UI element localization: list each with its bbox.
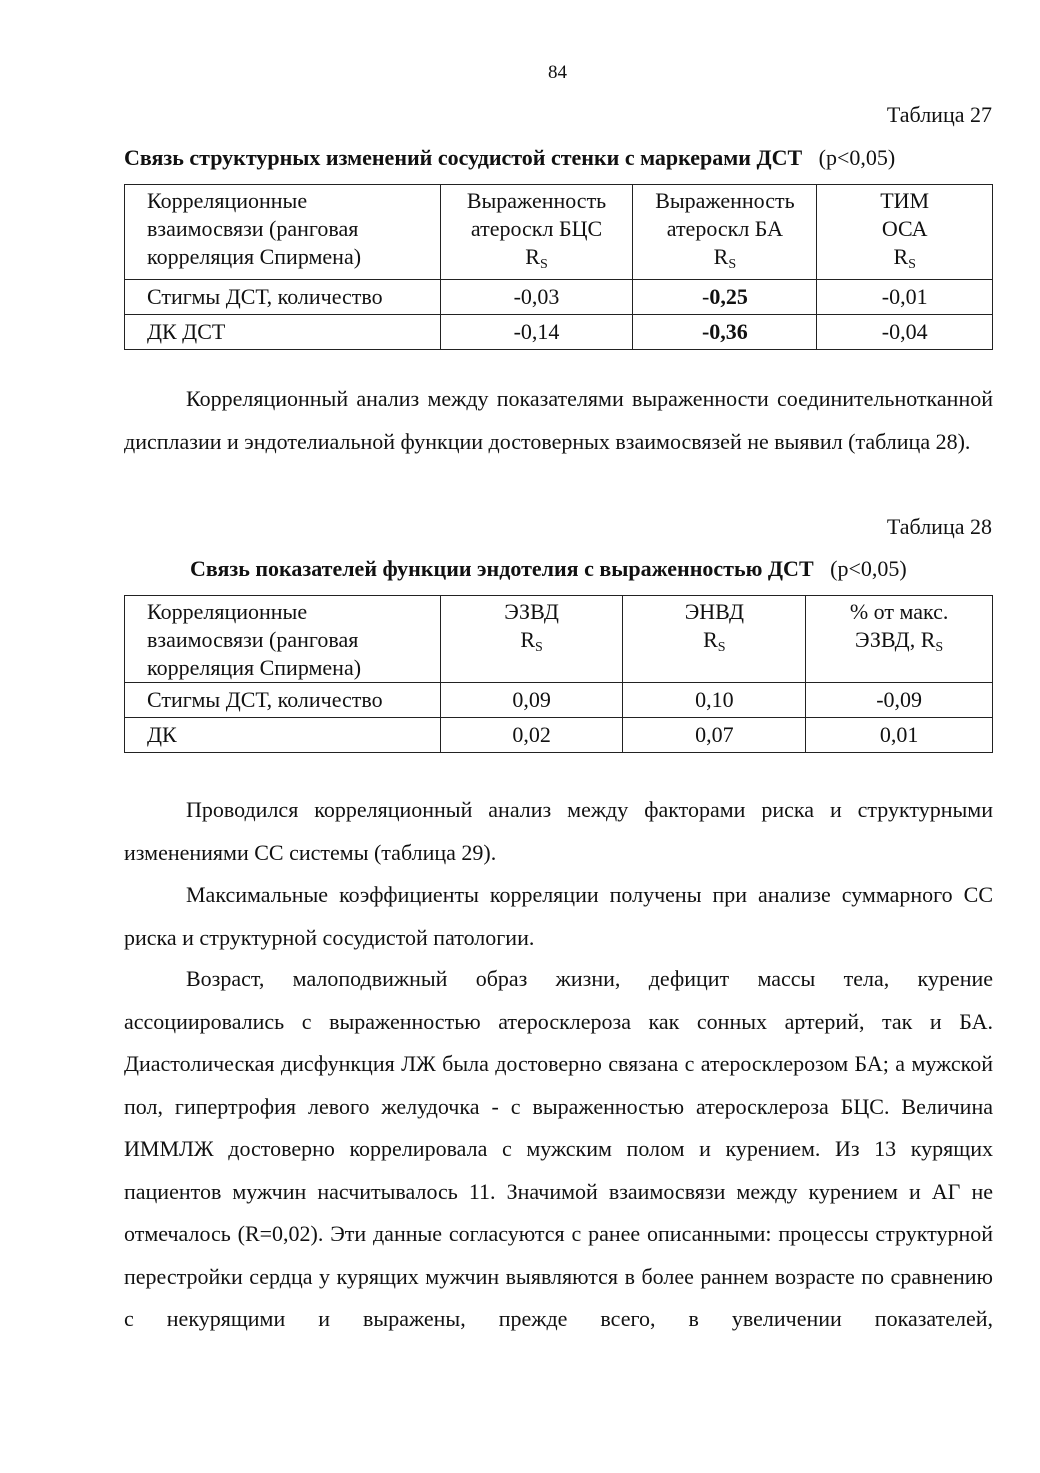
table-row bbox=[125, 315, 993, 350]
table-row bbox=[125, 718, 993, 753]
table27-h4-r: R bbox=[893, 244, 909, 269]
table27 bbox=[124, 184, 993, 350]
table28-row1-label: Стигмы ДСТ, количество bbox=[125, 683, 441, 718]
table27-h2-line1: Выраженность bbox=[466, 188, 607, 213]
table-row bbox=[125, 280, 993, 315]
table27-h1-line2: взаимосвязи (ранговая bbox=[147, 216, 359, 241]
table28-h4-line2 bbox=[814, 626, 984, 662]
table28-title-text: Связь показателей функции эндотелия с выраженностью ДСТ bbox=[190, 556, 814, 581]
table28-h4-line1: % от макс. bbox=[849, 599, 949, 624]
table28-h2-line1: ЭЗВД bbox=[504, 599, 559, 624]
table28-h3-sub: S bbox=[717, 640, 726, 655]
table28-h3-r: R bbox=[703, 627, 718, 652]
table28-row2-v3: 0,01 bbox=[806, 718, 993, 753]
table27-row2-v3: -0,04 bbox=[817, 315, 993, 350]
table27-h2-sub: S bbox=[539, 257, 548, 272]
table28-header-col2 bbox=[440, 596, 623, 683]
table27-row1-label: Стигмы ДСТ, количество bbox=[125, 280, 441, 315]
table27-h3-sub: S bbox=[728, 257, 737, 272]
table27-row1-v2-prefix: - bbox=[701, 284, 710, 309]
table27-h3-r: R bbox=[713, 244, 729, 269]
table27-h3-line1: Выраженность bbox=[655, 188, 795, 213]
table28-header-col4 bbox=[806, 596, 993, 683]
table28-h4-r: ЭЗВД, R bbox=[855, 627, 936, 652]
table27-h1-line1: Корреляционные bbox=[147, 188, 308, 213]
table28-row1-v3: -0,09 bbox=[806, 683, 993, 718]
table27-row2-v2-bold: -0,36 bbox=[701, 319, 748, 344]
table27-h2-line3 bbox=[449, 243, 625, 279]
table28-row1-v1: 0,09 bbox=[440, 683, 623, 718]
table27-h2-line2: атероскл БЦС bbox=[470, 216, 603, 241]
table27-h2-r: R bbox=[525, 244, 540, 269]
table27-header-row bbox=[125, 185, 993, 280]
table27-row1-v2 bbox=[633, 280, 817, 315]
paragraph-2: Проводился корреляционный анализ между факторами риска и структурными изменениями СС системы (таблица 29). bbox=[124, 797, 993, 865]
table27-row1-v3: -0,01 bbox=[817, 280, 993, 315]
table27-header-col4 bbox=[817, 185, 993, 280]
table-row bbox=[125, 683, 993, 718]
table27-caption: Таблица 27 bbox=[886, 102, 992, 127]
table28-h2-line2 bbox=[449, 626, 615, 662]
table28-h1-line2: взаимосвязи (ранговая bbox=[147, 627, 359, 652]
table28-row2-v1: 0,02 bbox=[440, 718, 623, 753]
table27-h3-line2: атероскл БА bbox=[666, 216, 784, 241]
table27-h1-line3: корреляция Спирмена) bbox=[147, 244, 362, 269]
table28-row2-label: ДК bbox=[125, 718, 441, 753]
table27-h4-line1: ТИМ bbox=[880, 188, 930, 213]
table27-h4-line3 bbox=[825, 243, 984, 279]
table27-h4-sub: S bbox=[908, 257, 916, 272]
page-number: 84 bbox=[548, 62, 567, 83]
table28-h4-sub: S bbox=[935, 640, 944, 655]
table27-h4-line2: ОСА bbox=[881, 216, 928, 241]
table28-p-note: (p<0,05) bbox=[830, 556, 907, 581]
table28 bbox=[124, 595, 993, 753]
table27-title bbox=[124, 145, 895, 171]
table28-h2-sub: S bbox=[535, 640, 543, 655]
table27-p-note: (p<0,05) bbox=[818, 145, 896, 170]
table28-h3-line2 bbox=[631, 626, 797, 662]
table28-row1-v2: 0,10 bbox=[623, 683, 806, 718]
table27-header-col3 bbox=[633, 185, 817, 280]
table27-row2-v2 bbox=[633, 315, 817, 350]
table28-h1-line3: корреляция Спирмена) bbox=[147, 655, 362, 680]
table27-header-col2 bbox=[440, 185, 633, 280]
table28-header-col3 bbox=[623, 596, 806, 683]
table28-header-col1 bbox=[125, 596, 441, 683]
table27-title-text: Связь структурных изменений сосудистой стенки с маркерами ДСТ bbox=[124, 145, 803, 170]
table27-header-col1 bbox=[125, 185, 441, 280]
table27-row1-v2-bold: 0,25 bbox=[709, 284, 748, 309]
table28-row2-v2: 0,07 bbox=[623, 718, 806, 753]
table27-row2-label: ДК ДСТ bbox=[125, 315, 441, 350]
table28-h2-r: R bbox=[520, 627, 536, 652]
table28-title bbox=[190, 556, 907, 582]
table28-h3-line1: ЭНВД bbox=[684, 599, 744, 624]
table27-h3-line3 bbox=[641, 243, 808, 279]
table28-header-row bbox=[125, 596, 993, 683]
table27-row1-v1: -0,03 bbox=[440, 280, 633, 315]
table28-h1-line1: Корреляционные bbox=[147, 599, 308, 624]
paragraph-1: Корреляционный анализ между показателями выраженности соединительнотканной дисплазии и эндотелиальной функции достоверных взаимосвязей не выявил (таблица 28). bbox=[124, 386, 993, 454]
paragraph-4: Возраст, малоподвижный образ жизни, дефицит массы тела, курение ассоциировались с выраженностью атеросклероза как сонных артерий, так и БА. Диастолическая дисфункция ЛЖ была достоверно связана с атеросклерозом БА; а мужской пол, гипертрофия левого желудочка - с выраженностью атеросклероза БЦС. Величина ИММЛЖ достоверно коррелировала с мужским полом и курением. Из 13 курящих пациентов мужчин насчитывалось 11. Значимой взаимосвязи между курением и АГ не отмечалось (R=0,02). Эти данные согласуются с ранее описанными: процессы структурной перестройки сердца у курящих мужчин выявляются в более раннем возрасте по сравнению с некурящими и выражены, прежде всего, в увеличении показателей, bbox=[124, 966, 993, 1331]
table27-row2-v1: -0,14 bbox=[440, 315, 633, 350]
paragraph-3: Максимальные коэффициенты корреляции получены при анализе суммарного СС риска и структурной сосудистой патологии. bbox=[124, 882, 993, 950]
table28-caption: Таблица 28 bbox=[886, 514, 992, 539]
